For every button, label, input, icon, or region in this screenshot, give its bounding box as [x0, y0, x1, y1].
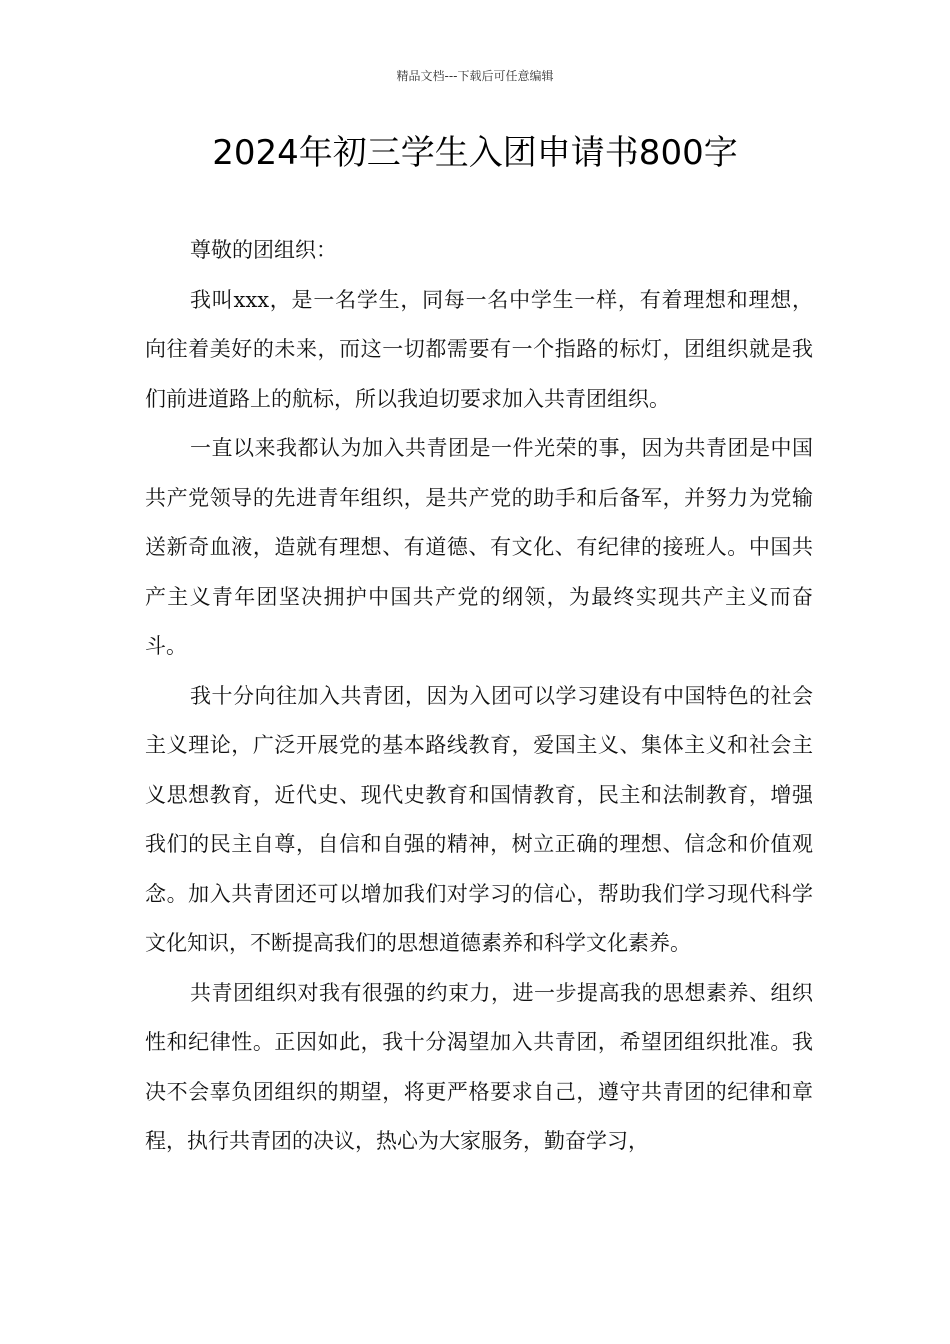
paragraph-1: 我叫xxx，是一名学生，同每一名中学生一样，有着理想和理想，向往着美好的未来，而这一切都需要有一个指路的标灯，团组织就是我们前进道路上的航标，所以我迫切要求加入共青团组织。 [145, 287, 813, 411]
document-title: 2024年初三学生入团申请书800字 [212, 133, 738, 173]
paragraph-2: 一直以来我都认为加入共青团是一件光荣的事，因为共青团是中国共产党领导的先进青年组织，是共产党的助手和后备军，并努力为党输送新奇血液，造就有理想、有道德、有文化、有纪律的接班人。中国共产主义青年团坚决拥护中国共产党的纲领，为最终实现共产主义而奋斗。 [145, 436, 813, 658]
salutation: 尊敬的团组织： [190, 238, 337, 262]
header-note: 精品文档---下载后可任意编辑 [396, 69, 554, 83]
document-body [145, 226, 813, 1167]
paragraph-4: 共青团组织对我有很强的约束力，进一步提高我的思想素养、组织性和纪律性。正因如此，我十分渴望加入共青团，希望团组织批准。我决不会辜负团组织的期望，将更严格要求自己，遵守共青团的纪律和章程，执行共青团的决议，热心为大家服务，勤奋学习， [145, 980, 813, 1153]
paragraph-3: 我十分向往加入共青团，因为入团可以学习建设有中国特色的社会主义理论，广泛开展党的基本路线教育，爱国主义、集体主义和社会主义思想教育，近代史、现代史教育和国情教育，民主和法制教育，增强我们的民主自尊，自信和自强的精神，树立正确的理想、信念和价值观念。加入共青团还可以增加我们对学习的信心，帮助我们学习现代科学文化知识，不断提高我们的思想道德素养和科学文化素养。 [145, 683, 813, 955]
